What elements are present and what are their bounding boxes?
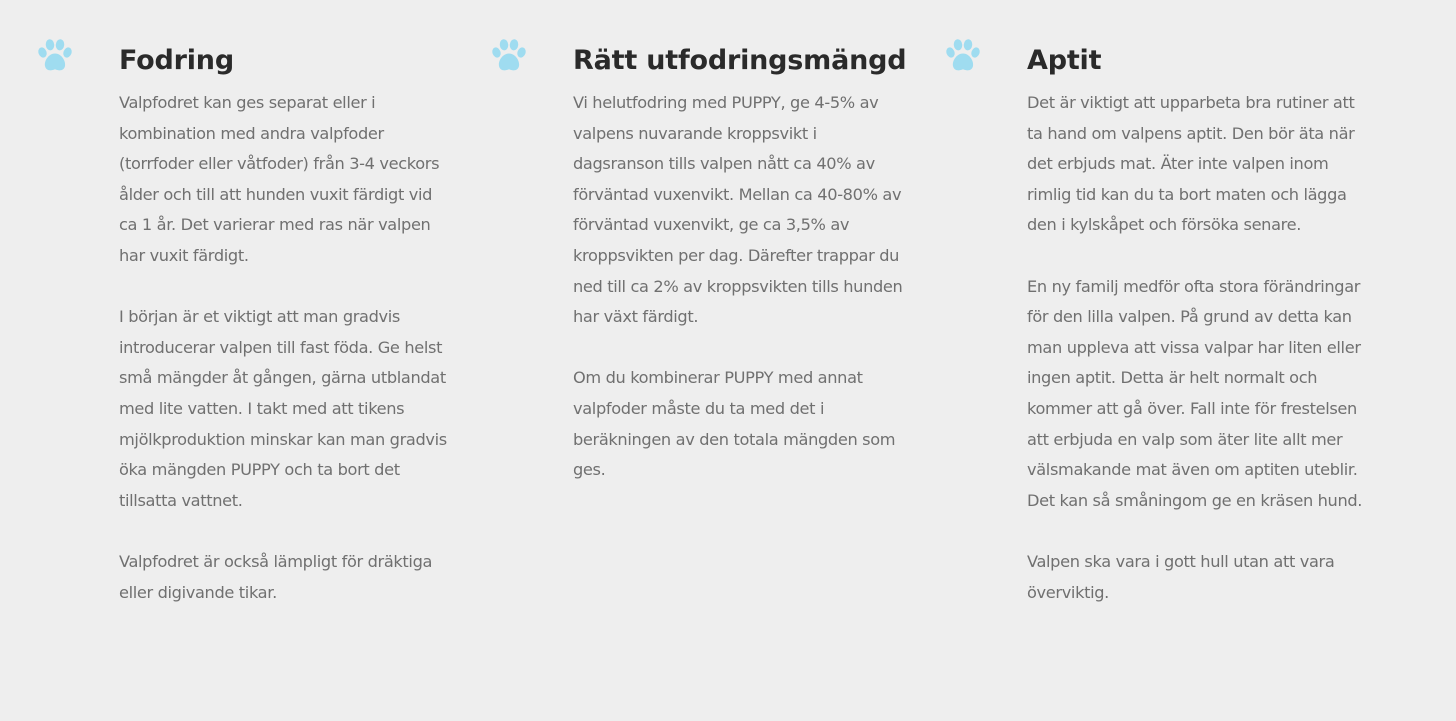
column-paragraph: En ny familj medför ofta stora förändringar för den lilla valpen. På grund av detta kan man uppleva att vissa valpar har liten eller ingen aptit. Detta är helt normalt och kommer att gå över. Fall inte för frestelsen att erbjuda en valp som äter lite allt mer välsmakande mat även om aptiten uteblir. Det kan så småningom ge en kräsen hund.	[1027, 276, 1363, 510]
column-content	[1027, 40, 1363, 608]
paw-icon	[37, 39, 73, 73]
column-heading: Fodring	[119, 45, 234, 76]
column-heading: Rätt utfodringsmängd	[573, 45, 907, 76]
column-paragraph: I början är et viktigt att man gradvis introducerar valpen till fast föda. Ge helst små mängder åt gången, gärna utblandat med lite vatten. I takt med att tikens mjölkproduktion minskar kan man gradvis öka mängden PUPPY och ta bort det tillsatta vattnet.	[119, 307, 447, 510]
column-content	[119, 40, 449, 608]
feature-column-fodring	[0, 0, 454, 721]
column-heading: Aptit	[1027, 45, 1102, 76]
paw-icon	[945, 39, 981, 73]
column-paragraph: Valpfodret är också lämpligt för dräktiga eller digivande tikar.	[119, 551, 433, 602]
feature-column-ratt-utfodringsmangd	[454, 0, 908, 721]
paw-icon	[491, 39, 527, 73]
column-paragraph: Valpen ska vara i gott hull utan att vara överviktig.	[1027, 551, 1335, 602]
column-paragraph: Valpfodret kan ges separat eller i kombination med andra valpfoder (torrfoder eller våtfoder) från 3-4 veckors ålder och till att hunden vuxit färdigt vid ca 1 år. Det varierar med ras när valpen har vuxit färdigt.	[119, 93, 440, 265]
column-paragraph: Vi helutfodring med PUPPY, ge 4-5% av valpens nuvarande kroppsvikt i dagsranson tills valpen nått ca 40% av förväntad vuxenvikt. Mellan ca 40-80% av förväntad vuxenvikt, ge ca 3,5% av kroppsvikten per dag. Därefter trappar du ned till ca 2% av kroppsvikten tills hunden har växt färdigt.	[573, 93, 903, 327]
column-paragraph: Om du kombinerar PUPPY med annat valpfoder måste du ta med det i beräkningen av den totala mängden som ges.	[573, 368, 896, 480]
column-paragraph: Det är viktigt att upparbeta bra rutiner att ta hand om valpens aptit. Den bör äta när det erbjuds mat. Äter inte valpen inom rimlig tid kan du ta bort maten och lägga den i kylskåpet och försöka senare.	[1027, 93, 1355, 235]
column-content	[573, 40, 907, 486]
feature-column-aptit	[908, 0, 1456, 721]
